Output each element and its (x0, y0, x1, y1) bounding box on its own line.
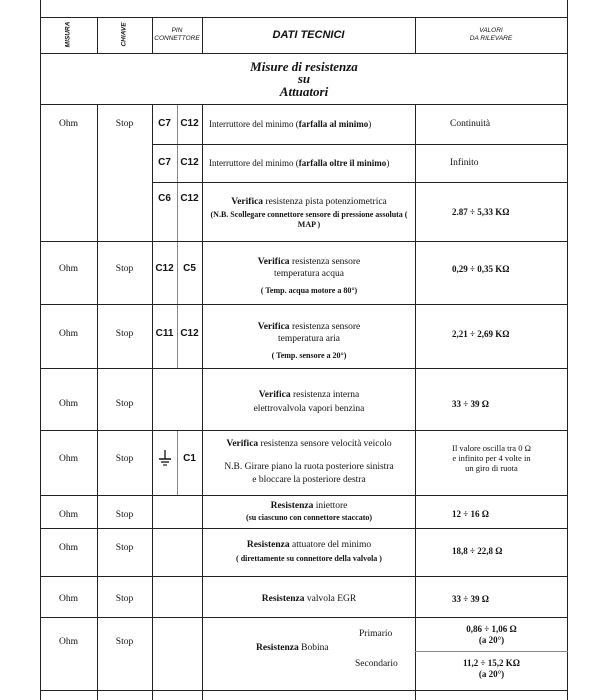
row7-valore (416, 438, 567, 478)
row6-dati-bold: Verifica (258, 390, 291, 400)
row10-dati-bold: Resistenza (261, 594, 305, 604)
row5-dati-plain: resistenza sensore (289, 321, 361, 332)
row11-valore-secondario (416, 653, 567, 685)
row8-chiave: Stop (115, 510, 134, 520)
row1-dati-end: ) (368, 119, 372, 129)
row9-note: ( direttamente su connettore della valvola ) (236, 554, 382, 563)
row11-dati (256, 643, 376, 653)
row2-dati-end: ) (386, 158, 390, 168)
row7-chiave: Stop (115, 454, 134, 464)
row6-chiave: Stop (115, 399, 134, 409)
row9-valore: 18,8 ÷ 22,8 Ω (452, 546, 503, 556)
row5-pin2: C12 (180, 328, 199, 339)
row11-misura: Ohm (59, 637, 78, 647)
row7-valore-line3: un giro di ruota (465, 463, 518, 473)
row7-dati-line3: e bloccare la posteriore destra (252, 474, 366, 485)
row11-valore-primario (416, 620, 567, 650)
row3-valore: 2.87 ÷ 5,33 KΩ (452, 207, 510, 217)
row2-dati-plain: Interruttore del minimo ( (209, 158, 299, 168)
row11-chiave: Stop (115, 637, 134, 647)
header-valori-line2: DA RILEVARE (469, 35, 513, 42)
row7-dati-line2: N.B. Girare piano la ruota posteriore sinistra (224, 461, 394, 472)
row5-pin1: C11 (155, 328, 174, 339)
row2-pin1: C7 (158, 157, 171, 168)
row4-valore: 0,29 ÷ 0,35 KΩ (452, 264, 510, 274)
row3-dati (203, 190, 415, 236)
row10-misura: Ohm (59, 594, 78, 604)
row4-note: ( Temp. acqua motore a 80°) (260, 285, 358, 295)
header-valori (415, 17, 567, 53)
row7-dati (203, 433, 415, 491)
row11-primario: Primario (359, 629, 393, 639)
section-title-line2: su (297, 70, 311, 86)
row1-valore: Continuità (450, 119, 491, 129)
row1-misura: Ohm (59, 119, 78, 129)
row1-chiave: Stop (115, 119, 134, 129)
row11-dati-bold: Resistenza (256, 643, 299, 653)
row7-valore-line1: Il valore oscilla tra 0 Ω (452, 443, 531, 453)
row6-misura: Ohm (59, 399, 78, 409)
header-dati-tecnici (202, 17, 415, 53)
row3-dati-plain: resistenza pista potenziometrica (263, 196, 387, 207)
row4-pin1: C12 (155, 263, 174, 274)
row10-dati-plain: valvola EGR (304, 594, 357, 604)
row4-misura: Ohm (59, 264, 78, 274)
header-dati-text: DATI TECNICI (272, 29, 345, 41)
row5-dati-line2: temperatura aria (278, 333, 340, 344)
row8-dati-bold: Resistenza (270, 501, 314, 511)
row4-pin2: C5 (183, 263, 196, 274)
header-misura: MISURA (64, 21, 72, 48)
row2-dati-bold: farfalla oltre il minimo (298, 158, 387, 168)
row11-val-prim-note: (a 20°) (478, 635, 505, 645)
row4-dati (203, 248, 415, 302)
row1-dati (209, 119, 414, 129)
row7-dati-plain: resistenza sensore velocità veicolo (258, 438, 392, 449)
row9-dati (203, 534, 415, 570)
header-pin-connettore (152, 17, 202, 53)
row6-valore: 33 ÷ 39 Ω (452, 399, 489, 409)
row6-dati (203, 382, 415, 422)
row10-valore: 33 ÷ 39 Ω (452, 594, 489, 604)
row5-note: ( Temp. sensore a 20°) (271, 350, 347, 360)
header-pin-line1: PIN (171, 27, 183, 34)
row11-val-sec-note: (a 20°) (478, 669, 505, 679)
row5-valore: 2,21 ÷ 2,69 KΩ (452, 329, 510, 339)
row5-chiave: Stop (115, 329, 134, 339)
row2-valore: Infinito (450, 158, 479, 168)
row1-dati-plain: Interruttore del minimo ( (209, 119, 299, 129)
row9-dati-bold: Resistenza (246, 540, 290, 550)
row7-pin2: C1 (183, 453, 196, 464)
row11-val-prim: 0,86 ÷ 1,06 Ω (466, 624, 517, 634)
row7-valore-line2: e infinito per 4 volte in (452, 453, 531, 463)
row1-pin1: C7 (158, 118, 171, 129)
row8-note: (su ciascuno con connettore staccato) (245, 513, 373, 522)
row1-dati-bold: farfalla al minimo (298, 119, 369, 129)
row8-misura: Ohm (59, 510, 78, 520)
row10-chiave: Stop (115, 594, 134, 604)
row8-valore: 12 ÷ 16 Ω (452, 509, 489, 519)
row2-dati (209, 158, 414, 168)
section-title-line3: Attuatori (279, 83, 329, 99)
row1-pin2: C12 (180, 118, 199, 129)
row3-pin2: C12 (180, 193, 199, 204)
row11-secondario: Secondario (355, 659, 398, 669)
row4-dati-plain: resistenza sensore (289, 256, 361, 267)
header-pin-line2: CONNETTORE (154, 35, 200, 42)
row4-chiave: Stop (115, 264, 134, 274)
row9-chiave: Stop (115, 543, 134, 553)
row8-dati (203, 497, 415, 527)
row4-dati-bold: Verifica (257, 256, 290, 267)
row11-dati-plain: Bobina (298, 643, 329, 653)
row3-dati-bold: Verifica (231, 196, 264, 207)
header-chiave: CHIAVE (120, 22, 128, 47)
row6-dati-plain: resistenza interna (290, 390, 360, 400)
row2-pin2: C12 (180, 157, 199, 168)
row11-val-sec: 11,2 ÷ 15,2 KΩ (463, 658, 520, 668)
row6-dati-line2: elettrovalvola vapori benzina (253, 404, 365, 414)
row9-misura: Ohm (59, 543, 78, 553)
header-valori-line1: VALORI (479, 27, 503, 34)
row3-note: (N.B. Scollegare connettore sensore di pressione assoluta ( MAP ) (210, 209, 408, 229)
row5-dati (203, 313, 415, 367)
row4-dati-line2: temperatura acqua (274, 268, 344, 279)
row9-dati-plain: attuatore del minimo (289, 540, 372, 550)
row5-dati-bold: Verifica (257, 321, 290, 332)
row5-misura: Ohm (59, 329, 78, 339)
section-title-line1: Misure di resistenza (250, 58, 358, 74)
section-title (40, 53, 568, 104)
row7-misura: Ohm (59, 454, 78, 464)
ground-icon (158, 450, 172, 468)
row8-dati-plain: iniettore (313, 501, 348, 511)
row10-dati (203, 594, 415, 604)
row7-dati-bold: Verifica (226, 438, 259, 449)
row3-pin1: C6 (158, 193, 171, 204)
